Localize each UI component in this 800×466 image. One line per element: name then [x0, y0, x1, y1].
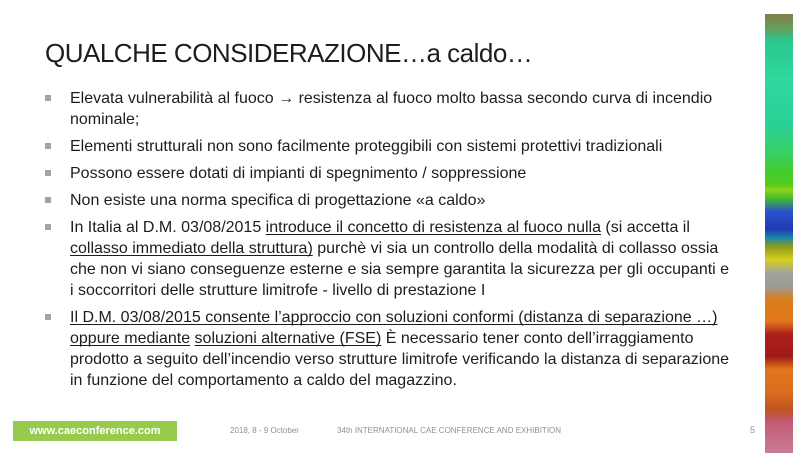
text-segment: È necessario tener conto dell’irraggiamento prodotto a seguito dell’incendio verso strutture limitrofe verificando la distanza di separazione in funzione del comportamento a caldo del magazzino. — [70, 330, 730, 389]
text-segment: (si accetta il — [600, 219, 690, 236]
bullet-square-icon — [45, 143, 51, 149]
underlined-text: introduce il concetto di resistenza al fuoco nulla — [265, 219, 601, 236]
slide-title: QUALCHE CONSIDERAZIONE…a caldo… — [45, 38, 533, 68]
bullet-square-icon — [45, 95, 51, 101]
bullet-square-icon — [45, 224, 51, 230]
text-segment: In Italia al D.M. 03/08/2015 — [70, 219, 266, 236]
bullet-square-icon — [45, 314, 51, 320]
list-item — [45, 307, 735, 391]
underlined-text: collasso immediato della struttura) — [70, 240, 313, 257]
color-strip-image — [765, 14, 793, 453]
text-segment: Non esiste una norma specifica di progettazione «a caldo» — [70, 192, 486, 209]
list-item — [45, 217, 735, 301]
page-number: 5 — [750, 425, 756, 435]
text-segment: Elementi strutturali non sono facilmente proteggibili con sistemi protettivi tradizionali — [70, 138, 663, 155]
list-item — [45, 136, 735, 157]
underlined-text: soluzioni alternative (FSE) — [194, 330, 382, 347]
list-item — [45, 163, 735, 184]
text-segment: purchè vi sia un controllo della modalità di collasso ossia che non vi siano conseguenze esterne e sia sempre garantita la sicurezza per gli occupanti e i soccorritori delle strutture limitrofe - livello di prestazione I — [70, 240, 730, 299]
bullet-square-icon — [45, 197, 51, 203]
footer-conference-title: 34th INTERNATIONAL CAE CONFERENCE AND EXHIBITION — [337, 426, 562, 435]
list-item — [45, 190, 735, 211]
list-item — [45, 88, 735, 130]
underlined-text: Il D.M. 03/08/2015 consente l’approccio con soluzioni conformi (distanza di separazione …) oppure mediante — [70, 309, 718, 347]
website-button[interactable]: www.caeconference.com — [13, 421, 177, 441]
text-segment: Elevata vulnerabilità al fuoco → resistenza al fuoco molto bassa secondo curva di incendio nominale; — [70, 90, 713, 128]
text-segment: Possono essere dotati di impianti di spegnimento / soppressione — [70, 165, 527, 182]
footer-date: 2018, 8 - 9 October — [230, 426, 299, 435]
bullet-list — [45, 88, 735, 397]
bullet-square-icon — [45, 170, 51, 176]
